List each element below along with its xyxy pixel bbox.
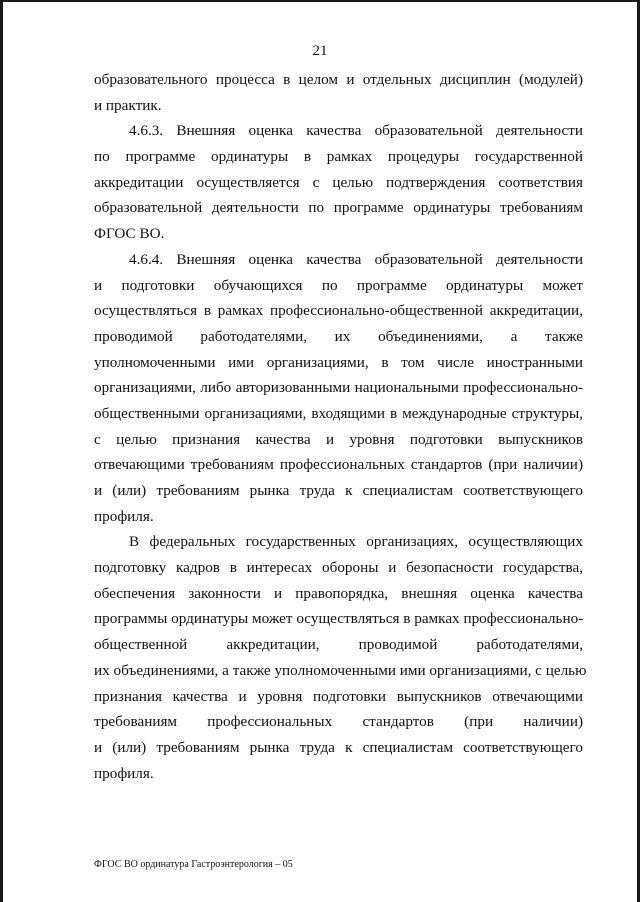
text-line: организациями, либо авторизованными национальными профессионально- xyxy=(94,379,583,397)
text-line: и практик. xyxy=(94,96,162,114)
text-line: аккредитации осуществляется с целью подтверждения соответствия xyxy=(94,173,583,191)
text-line: и (или) требованиям рынка труда к специалистам соответствующего xyxy=(94,482,583,499)
text-line: общественными организациями, входящими в международные структуры, xyxy=(94,404,583,422)
text-line: образовательного процесса в целом и отдельных дисциплин (модулей) xyxy=(94,71,583,88)
text-line: признания качества и уровня подготовки выпускников отвечающими xyxy=(94,687,583,705)
text-line: программы ординатуры может осуществляться в рамках профессионально- xyxy=(94,610,584,628)
text-line: и (или) требованиям рынка труда к специалистам соответствующего xyxy=(94,738,583,756)
text-line: 4.6.3. Внешняя оценка качества образовательной деятельности xyxy=(129,122,583,140)
text-line: отвечающими требованиям профессиональных стандартов (при наличии) xyxy=(94,456,583,474)
text-line: образовательной деятельности по программе ординатуры требованиям xyxy=(94,199,583,217)
text-line: 4.6.4. Внешняя оценка качества образовательной деятельности xyxy=(129,250,583,268)
text-line: с целью признания качества и уровня подготовки выпускников xyxy=(94,430,583,448)
text-line: профиля. xyxy=(94,764,154,782)
page-footer: ФГОС ВО ординатура Гастроэнтерология – 05 xyxy=(94,859,293,870)
text-line: требованиям профессиональных стандартов (при наличии) xyxy=(94,713,583,731)
text-line: общественной аккредитации, проводимой работодателями, xyxy=(94,636,583,654)
text-line: проводимой работодателями, их объединениями, а также xyxy=(94,327,583,345)
text-line: осуществляться в рамках профессионально-общественной аккредитации, xyxy=(94,302,583,320)
text-line: по программе ординатуры в рамках процедуры государственной xyxy=(94,148,583,166)
text-line: подготовку кадров в интересах обороны и безопасности государства, xyxy=(94,559,583,577)
text-line: ФГОС ВО. xyxy=(94,225,165,243)
text-line: профиля. xyxy=(94,507,154,525)
text-line: и подготовки обучающихся по программе ординатуры может xyxy=(94,276,583,294)
document-body xyxy=(94,67,587,786)
text-line: обеспечения законности и правопорядка, внешняя оценка качества xyxy=(94,584,583,602)
text-line: уполномоченными ими организациями, в том числе иностранными xyxy=(94,353,583,371)
text-line: В федеральных государственных организациях, осуществляющих xyxy=(129,533,583,551)
text-line: их объединениями, а также уполномоченными ими организациями, с целью xyxy=(94,661,587,679)
page-number: 21 xyxy=(312,43,328,59)
